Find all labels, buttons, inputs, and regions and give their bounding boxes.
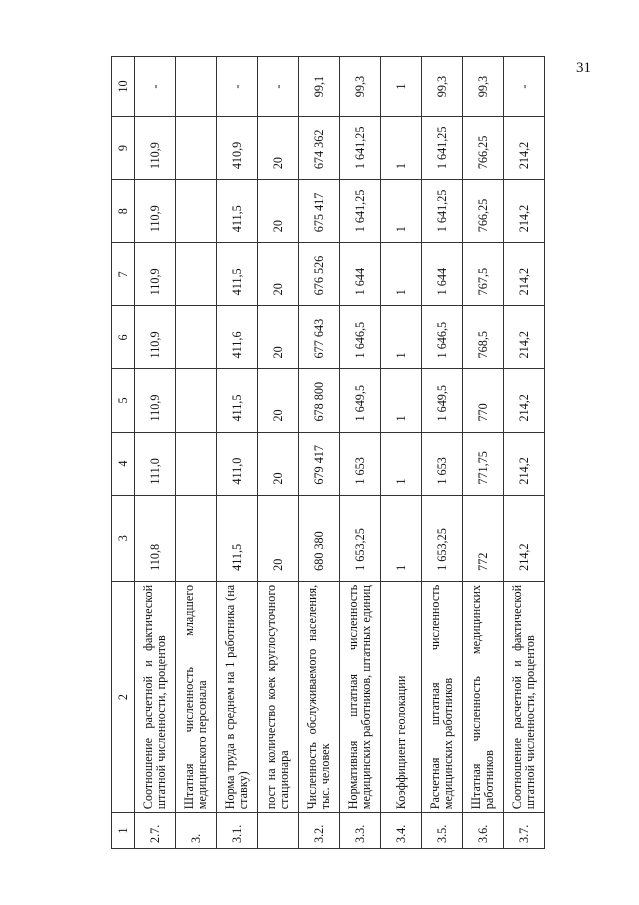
row-number: 3.6.	[463, 813, 504, 849]
row-label: Соотношение расчетной и фактической штатной численности, процентов	[135, 581, 176, 812]
row-label: Расчетная штатная численность медицинских работников	[422, 581, 463, 812]
cell-value	[176, 57, 217, 117]
cell-value: 1	[381, 369, 422, 432]
rotated-table-frame	[111, 56, 537, 849]
cell-value: 99,1	[299, 57, 340, 117]
row-label: Норма труда в среднем на 1 работника (на ставку)	[217, 581, 258, 812]
cell-value: 1	[381, 117, 422, 180]
cell-value: -	[258, 57, 299, 117]
cell-value: 410,9	[217, 117, 258, 180]
column-header: 7	[112, 243, 135, 306]
cell-value: 214,2	[504, 495, 545, 581]
row-number	[258, 813, 299, 849]
row-number: 3.7.	[504, 813, 545, 849]
cell-value: 1 641,25	[422, 180, 463, 243]
cell-value: 99,3	[340, 57, 381, 117]
cell-value: 411,5	[217, 180, 258, 243]
cell-value: 675 417	[299, 180, 340, 243]
cell-value: 1	[381, 243, 422, 306]
cell-value: 772	[463, 495, 504, 581]
cell-value	[176, 117, 217, 180]
cell-value: 1 653	[340, 432, 381, 495]
table-row	[504, 57, 545, 849]
cell-value: 766,25	[463, 117, 504, 180]
page-number: 31	[576, 60, 591, 76]
cell-value: -	[504, 57, 545, 117]
cell-value: 110,9	[135, 306, 176, 369]
cell-value: 411,5	[217, 369, 258, 432]
cell-value: 767,5	[463, 243, 504, 306]
header-row	[112, 57, 135, 849]
cell-value: 20	[258, 243, 299, 306]
cell-value: 20	[258, 432, 299, 495]
table-row	[463, 57, 504, 849]
cell-value: 20	[258, 495, 299, 581]
row-label: Штатная численность младшего медицинского персонала	[176, 581, 217, 812]
cell-value: 110,9	[135, 117, 176, 180]
cell-value: 110,9	[135, 180, 176, 243]
cell-value: 674 362	[299, 117, 340, 180]
table-row	[217, 57, 258, 849]
column-header: 5	[112, 369, 135, 432]
cell-value: 678 800	[299, 369, 340, 432]
cell-value: 766,25	[463, 180, 504, 243]
table-row	[258, 57, 299, 849]
cell-value: 214,2	[504, 243, 545, 306]
row-number: 3.4.	[381, 813, 422, 849]
row-number: 3.5.	[422, 813, 463, 849]
cell-value: 99,3	[463, 57, 504, 117]
cell-value: 1	[381, 432, 422, 495]
cell-value	[176, 369, 217, 432]
cell-value: 1	[381, 306, 422, 369]
cell-value: 110,8	[135, 495, 176, 581]
column-header: 6	[112, 306, 135, 369]
cell-value: 214,2	[504, 306, 545, 369]
cell-value: 214,2	[504, 432, 545, 495]
column-header: 10	[112, 57, 135, 117]
cell-value: 1	[381, 57, 422, 117]
cell-value: 99,3	[422, 57, 463, 117]
cell-value: 214,2	[504, 369, 545, 432]
row-number: 3.1.	[217, 813, 258, 849]
row-label: Соотношение расчетной и фактической штатной численности, процентов	[504, 581, 545, 812]
table-row	[176, 57, 217, 849]
cell-value: 680 380	[299, 495, 340, 581]
cell-value: 1 641,25	[340, 180, 381, 243]
cell-value	[176, 432, 217, 495]
cell-value: 110,9	[135, 369, 176, 432]
cell-value: 214,2	[504, 180, 545, 243]
cell-value: 1 646,5	[422, 306, 463, 369]
cell-value: 679 417	[299, 432, 340, 495]
cell-value: 1 653,25	[340, 495, 381, 581]
cell-value: 1	[381, 495, 422, 581]
cell-value: 411,5	[217, 243, 258, 306]
cell-value: 20	[258, 117, 299, 180]
cell-value: 676 526	[299, 243, 340, 306]
cell-value: 1 644	[422, 243, 463, 306]
column-header: 9	[112, 117, 135, 180]
table-row	[299, 57, 340, 849]
table-row	[135, 57, 176, 849]
cell-value: 411,5	[217, 495, 258, 581]
cell-value: 677 643	[299, 306, 340, 369]
cell-value: 1 649,5	[340, 369, 381, 432]
cell-value: 1 649,5	[422, 369, 463, 432]
cell-value: 411,0	[217, 432, 258, 495]
cell-value: 1 653,25	[422, 495, 463, 581]
row-label: пост на количество коек круглосуточного стационара	[258, 581, 299, 812]
row-label: Коэффициент геолокации	[381, 581, 422, 812]
cell-value	[176, 495, 217, 581]
row-number: 3.2.	[299, 813, 340, 849]
cell-value: 1 641,25	[340, 117, 381, 180]
cell-value: -	[135, 57, 176, 117]
cell-value: 1 641,25	[422, 117, 463, 180]
cell-value: 20	[258, 369, 299, 432]
column-header: 1	[112, 813, 135, 849]
cell-value: 20	[258, 180, 299, 243]
cell-value: 214,2	[504, 117, 545, 180]
row-label: Численность обслуживаемого населения, тыс. человек	[299, 581, 340, 812]
row-label: Нормативная штатная численность медицинских работников, штатных единиц	[340, 581, 381, 812]
column-header: 2	[112, 581, 135, 812]
column-header: 3	[112, 495, 135, 581]
cell-value	[176, 306, 217, 369]
table-body	[112, 57, 545, 849]
row-number: 3.	[176, 813, 217, 849]
cell-value: -	[217, 57, 258, 117]
cell-value: 1 646,5	[340, 306, 381, 369]
cell-value: 110,9	[135, 243, 176, 306]
staffing-table	[111, 56, 545, 849]
cell-value: 770	[463, 369, 504, 432]
cell-value: 771,75	[463, 432, 504, 495]
column-header: 8	[112, 180, 135, 243]
cell-value: 20	[258, 306, 299, 369]
cell-value	[176, 180, 217, 243]
table-row	[381, 57, 422, 849]
cell-value: 1 644	[340, 243, 381, 306]
row-number: 3.3.	[340, 813, 381, 849]
cell-value: 411,6	[217, 306, 258, 369]
cell-value	[176, 243, 217, 306]
table-row	[340, 57, 381, 849]
cell-value: 1	[381, 180, 422, 243]
cell-value: 111,0	[135, 432, 176, 495]
column-header: 4	[112, 432, 135, 495]
row-number: 2.7.	[135, 813, 176, 849]
cell-value: 1 653	[422, 432, 463, 495]
cell-value: 768,5	[463, 306, 504, 369]
table-row	[422, 57, 463, 849]
row-label: Штатная численность медицинских работников	[463, 581, 504, 812]
